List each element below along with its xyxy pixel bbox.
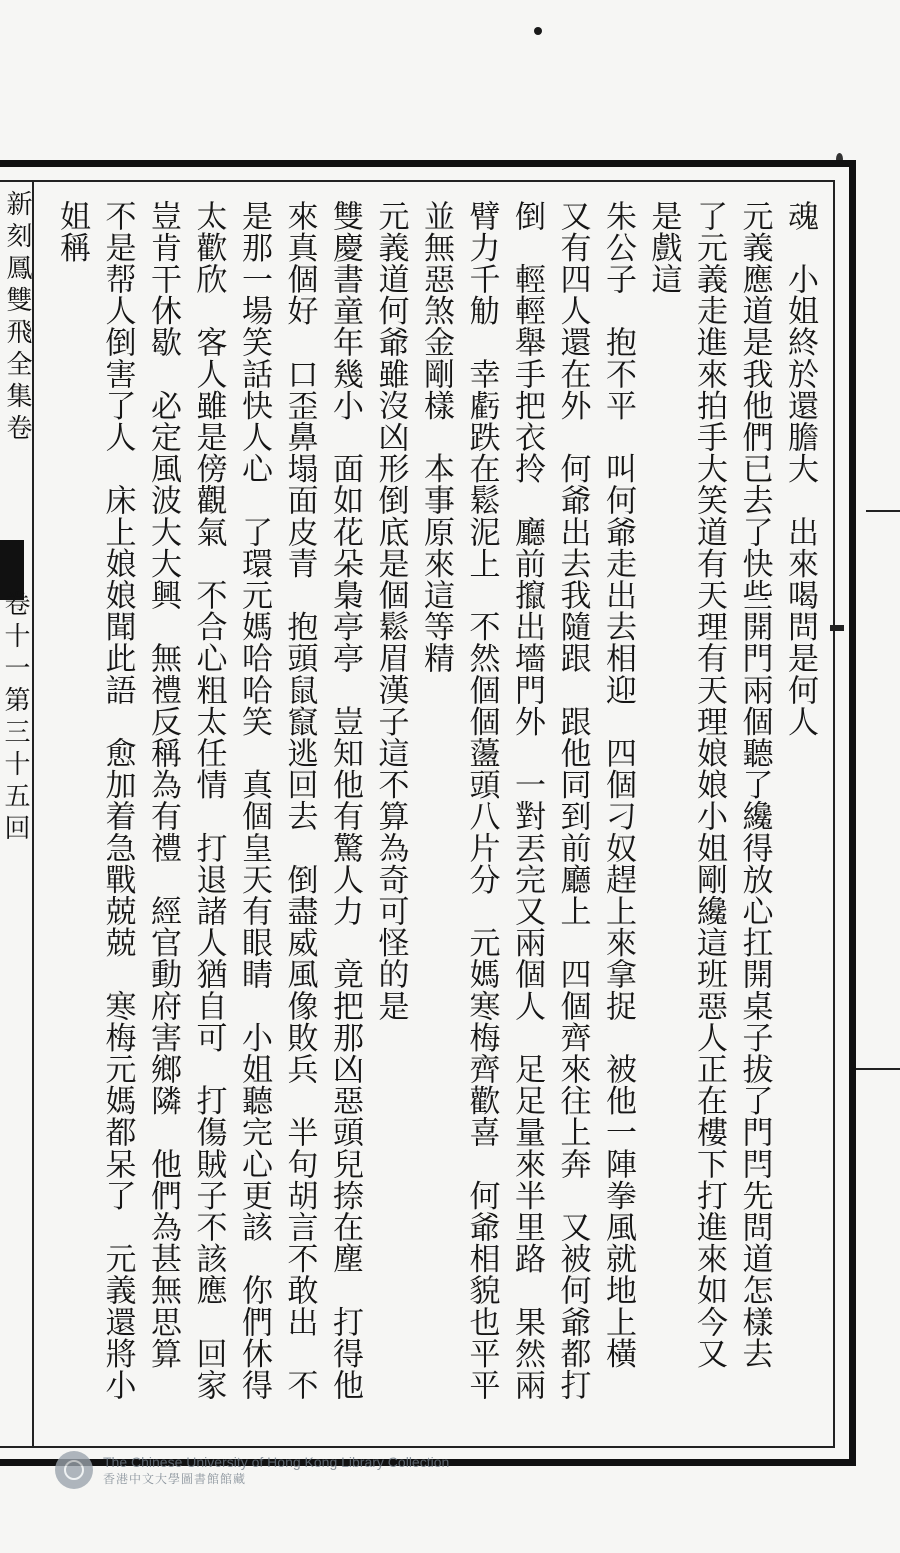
- margin-title: 新刻鳳雙飛全集卷: [2, 190, 32, 446]
- watermark-chinese: 香港中文大學圖書館館藏: [103, 1472, 247, 1486]
- cuhk-logo-icon: [55, 1451, 93, 1489]
- text-column: 元義道何爺雖沒凶形倒底是個鬆眉漢子這不算為奇可怪的是: [372, 200, 409, 1022]
- text-column: 並無惡煞金剛樣 本事原來這等精: [418, 200, 454, 674]
- text-column: 朱公子 抱不平 叫何爺走出去相迎 四個刁奴趕上來拿捉 被他一陣拳風就地上橫: [600, 200, 636, 1370]
- text-column: 雙慶書童年幾小 面如花朵梟亭亭 豈知他有驚人力 竟把那凶惡頭兒捺在塵 打得他: [327, 200, 363, 1401]
- page-text: [40, 200, 822, 1420]
- library-watermark: [55, 1448, 525, 1492]
- text-column: 了元義走進來拍手大笑道有天理有天理娘娘小姐剛纔這班惡人正在樓下打進來如今又: [691, 200, 727, 1370]
- text-column: 姐稱: [54, 200, 90, 264]
- text-column: 魂 小姐終於還膽大 出來喝問是何人: [782, 200, 818, 738]
- text-column: 來真個好 口歪鼻塌面皮青 抱頭鼠竄逃回去 倒盡威風像敗兵 半句胡言不敢出 不: [281, 200, 318, 1401]
- text-column: 不是帮人倒害了人 床上娘娘聞此語 愈加着急戰兢兢 寒梅元媽都呆了 元義還將小: [99, 200, 136, 1401]
- text-column: 又有四人還在外 何爺出去我隨跟 跟他同到前廳上 四個齊來往上奔 又被何爺都打: [554, 200, 591, 1401]
- text-column: 臂力千觔 幸虧跌在鬆泥上 不然個個蘯頭八片分 元媽寒梅齊歡喜 何爺相貌也平平: [463, 200, 500, 1401]
- page-edge-mark: [850, 1068, 900, 1070]
- text-column: 太歡欣 客人雖是傍觀氣 不合心粗太任情 打退諸人猶自可 打傷賊子不該應 回家: [190, 200, 227, 1401]
- text-column: 豈肯干休歇 必定風波大大興 無禮反稱為有禮 經官動府害鄉隣 他們為甚無思算: [145, 200, 181, 1370]
- text-column: 是戲這: [645, 200, 682, 295]
- text-column: 倒 輕輕舉手把衣拎 廳前攛出墻門外 一對丟完又兩個人 足足量來半里路 果然兩: [509, 200, 545, 1401]
- page-edge-mark: [866, 510, 900, 512]
- text-column: 是那一場笑話快人心 了環元媽哈哈笑 真個皇天有眼睛 小姐聽完心更該 你們休得: [236, 200, 272, 1401]
- paper-speck: [534, 27, 542, 35]
- watermark-english: The Chinese University of Hong Kong Library Collection: [103, 1454, 450, 1470]
- text-column: 元義應道是我他們已去了快些開門兩個聽了纔得放心扛開桌子拔了門閂先問道怎樣去: [736, 200, 773, 1370]
- margin-chapter: 卷十一第三十五回: [0, 590, 30, 846]
